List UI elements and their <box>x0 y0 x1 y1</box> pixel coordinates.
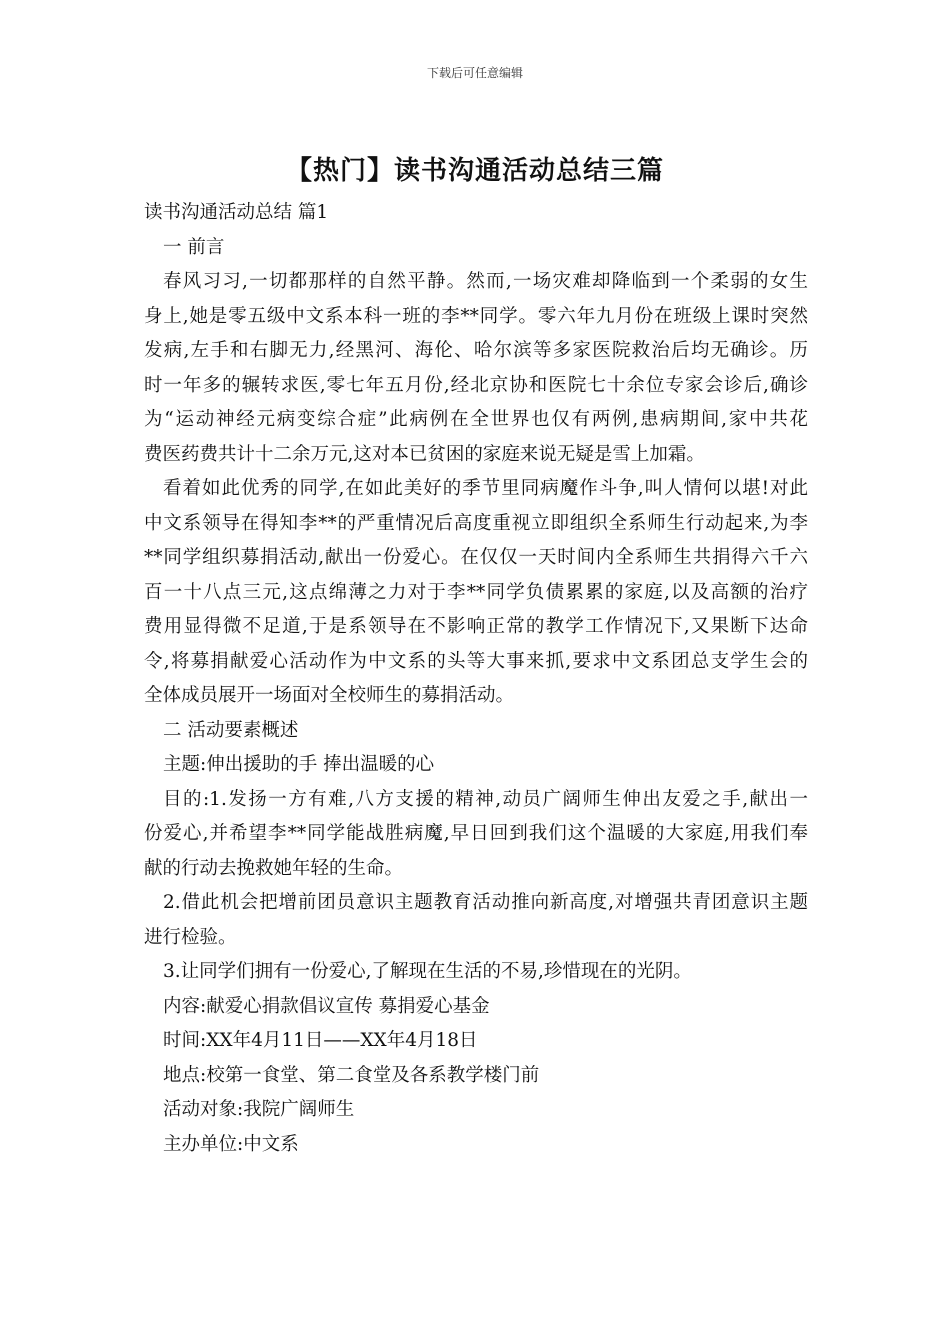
paragraph-line: **同学组织募捐活动,献出一份爱心。在仅仅一天时间内全系师生共捐得六千六 <box>144 547 808 568</box>
paragraph-line: 令,将募捐献爱心活动作为中文系的头等大事来抓,要求中文系团总支学生会的 <box>144 650 808 672</box>
paragraph-line: 份爱心,并希望李**同学能战胜病魔,早日回到我们这个温暖的大家庭,用我们奉 <box>144 823 808 844</box>
paragraph-line: 全体成员展开一场面对全校师生的募捐活动。 <box>144 685 515 706</box>
paragraph-line: 目的:1.发扬一方有难,八方支援的精神,动员广阔师生伸出友爱之手,献出一 <box>163 788 808 810</box>
location-line: 地点:校第一食堂、第二食堂及各系教学楼门前 <box>163 1064 540 1086</box>
audience-line: 活动对象:我院广阔师生 <box>163 1099 355 1120</box>
paragraph-line: 中文系领导在得知李**的严重情况后高度重视立即组织全系师生行动起来,为李 <box>144 512 808 534</box>
paragraph-line: 春风习习,一切都那样的自然平静。然而,一场灾难却降临到一个柔弱的女生 <box>163 271 808 292</box>
paragraph-line: 时一年多的辗转求医,零七年五月份,经北京协和医院七十余位专家会诊后,确诊 <box>144 374 808 396</box>
document-body <box>144 196 808 1162</box>
subsection-heading: 一 前言 <box>163 236 225 258</box>
subsection-heading: 二 活动要素概述 <box>163 719 299 741</box>
paragraph-line: 发病,左手和右脚无力,经黑河、海伦、哈尔滨等多家医院救治后均无确诊。历 <box>144 340 808 361</box>
paragraph-line: 费用显得微不足道,于是系领导在不影响正常的教学工作情况下,又果断下达命 <box>144 616 808 637</box>
paragraph-line: 为“运动神经元病变综合症”此病例在全世界也仅有两例,患病期间,家中共花 <box>144 409 808 430</box>
paragraph-line: 进行检验。 <box>144 926 237 948</box>
paragraph-line: 献的行动去挽救她年轻的生命。 <box>144 857 404 879</box>
paragraph-line: 看着如此优秀的同学,在如此美好的季节里同病魔作斗争,叫人情何以堪!对此 <box>163 478 808 499</box>
organizer-line: 主办单位:中文系 <box>163 1133 299 1155</box>
section-heading: 读书沟通活动总结 篇1 <box>144 202 329 223</box>
document-title: 【热门】读书沟通活动总结三篇 <box>285 156 664 186</box>
page-header-note: 下载后可任意编辑 <box>426 66 523 80</box>
paragraph-line: 3.让同学们拥有一份爱心,了解现在生活的不易,珍惜现在的光阴。 <box>163 961 692 982</box>
paragraph-line: 身上,她是零五级中文系本科一班的李**同学。零六年九月份在班级上课时突然 <box>144 305 808 327</box>
theme-line: 主题:伸出援助的手 捧出温暖的心 <box>163 754 435 775</box>
paragraph-line: 百一十八点三元,这点绵薄之力对于李**同学负债累累的家庭,以及高额的治疗 <box>144 581 808 603</box>
time-line: 时间:XX年4月11日——XX年4月18日 <box>163 1030 478 1051</box>
paragraph-line: 费医药费共计十二余万元,这对本已贫困的家庭来说无疑是雪上加霜。 <box>144 443 705 465</box>
paragraph-line: 2.借此机会把增前团员意识主题教育活动推向新高度,对增强共青团意识主题 <box>163 892 808 913</box>
content-line: 内容:献爱心捐款倡议宣传 募捐爱心基金 <box>163 995 490 1017</box>
